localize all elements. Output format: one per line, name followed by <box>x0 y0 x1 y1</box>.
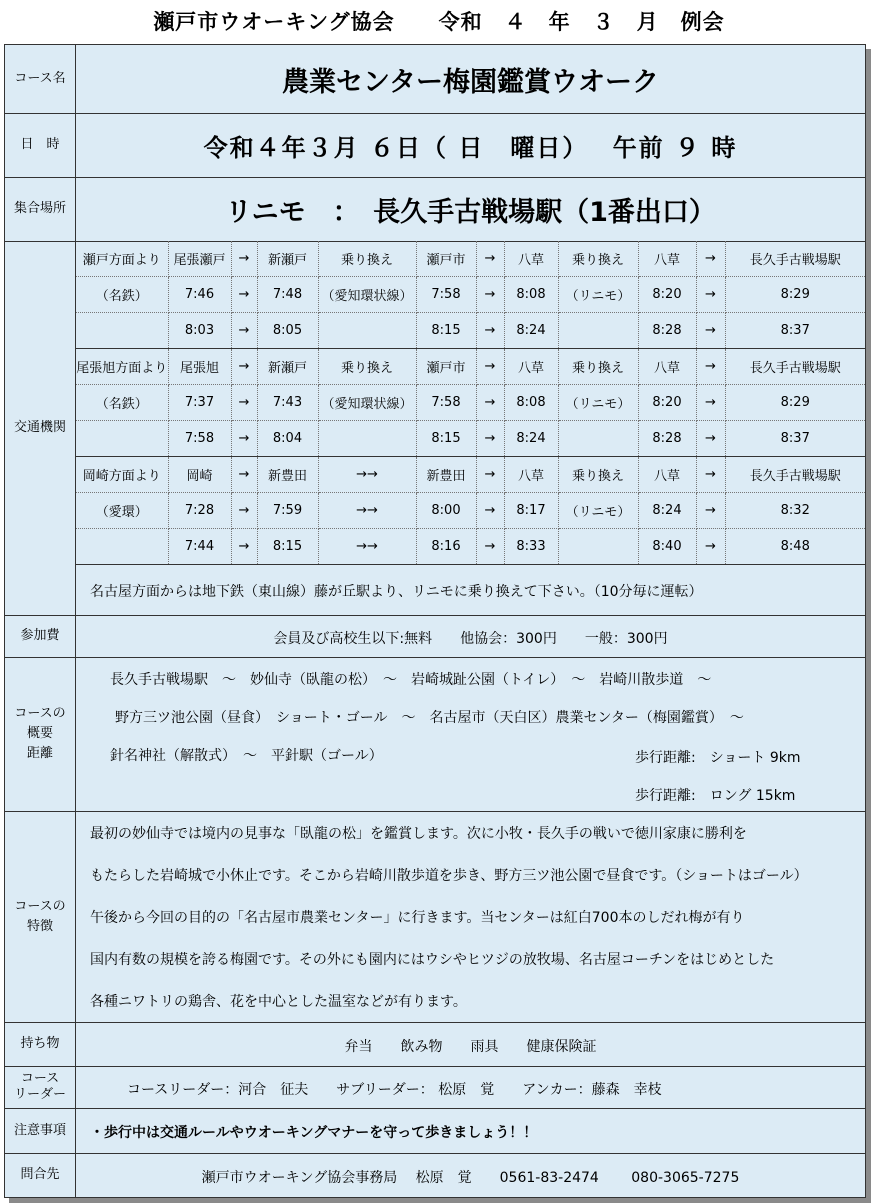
timetable-cell: → <box>476 493 504 529</box>
feature-line: 午後から今回の目的の「名古屋市農業センター」に行きます。当センターは紅白700本のしだれ梅が有り <box>90 910 745 926</box>
timetable-cell: （リニモ） <box>558 277 638 313</box>
timetable-cell: →→ <box>318 457 416 493</box>
course-name: 農業センター梅園鑑賞ウオーク <box>282 66 659 98</box>
timetable-cell: 7:46 <box>168 277 231 313</box>
timetable-cell <box>318 421 416 457</box>
contact-text: 瀬戸市ウオーキング協会事務局 松原 覚 0561-83-2474 080-3065-7275 <box>201 1170 740 1186</box>
timetable-cell: →→ <box>318 529 416 565</box>
timetable-cell: 乗り換え <box>558 241 638 277</box>
timetable-cell: （リニモ） <box>558 385 638 421</box>
timetable-cell: 八草 <box>504 241 558 277</box>
timetable-cell: → <box>231 385 257 421</box>
timetable-cell: → <box>231 277 257 313</box>
timetable-cell: → <box>476 349 504 385</box>
timetable-cell <box>76 529 168 565</box>
timetable-cell: 8:15 <box>257 529 318 565</box>
meeting-place-label: 集合場所 <box>13 201 66 216</box>
datetime-label: 日 時 <box>20 137 60 152</box>
timetable-cell: → <box>696 385 725 421</box>
timetable-cell: 7:58 <box>416 277 476 313</box>
timetable-cell <box>318 313 416 349</box>
timetable-row <box>76 349 865 385</box>
outline-line-1: 長久手古戦場駅 ～ 妙仙寺（臥龍の松） ～ 岩崎城趾公園（トイレ） ～ 岩崎川散歩道 ～ <box>110 672 712 688</box>
timetable-cell: 8:24 <box>638 493 696 529</box>
timetable-cell: 8:28 <box>638 421 696 457</box>
timetable-cell: 8:15 <box>416 421 476 457</box>
timetable <box>76 241 865 565</box>
timetable-cell: 乗り換え <box>318 241 416 277</box>
timetable-cell: 8:29 <box>725 385 865 421</box>
timetable-cell: → <box>231 313 257 349</box>
timetable-cell: → <box>231 241 257 277</box>
timetable-cell: 8:15 <box>416 313 476 349</box>
transport-note: 名古屋方面からは地下鉄（東山線）藤が丘駅より、リニモに乗り換えて下さい。（10分毎に運転） <box>90 584 703 600</box>
timetable-cell: （愛知環状線） <box>318 277 416 313</box>
timetable-cell: 8:20 <box>638 277 696 313</box>
course-name-label: コース名 <box>14 71 66 86</box>
timetable-cell: 7:58 <box>416 385 476 421</box>
timetable-cell: （名鉄） <box>76 385 168 421</box>
timetable-row <box>76 385 865 421</box>
timetable-row <box>76 493 865 529</box>
timetable-cell: → <box>231 457 257 493</box>
timetable-row <box>76 529 865 565</box>
timetable-row <box>76 277 865 313</box>
timetable-cell: → <box>696 493 725 529</box>
timetable-cell: 8:24 <box>504 421 558 457</box>
timetable-cell: 長久手古戦場駅 <box>725 349 865 385</box>
timetable-cell: 尾張旭 <box>168 349 231 385</box>
feature-label <box>5 811 75 1022</box>
timetable-cell: 8:03 <box>168 313 231 349</box>
timetable-cell: 長久手古戦場駅 <box>725 457 865 493</box>
timetable-cell: 8:16 <box>416 529 476 565</box>
timetable-cell: 7:44 <box>168 529 231 565</box>
timetable-cell: 8:32 <box>725 493 865 529</box>
feature-label-line2: 特徴 <box>26 918 53 934</box>
timetable-row <box>76 313 865 349</box>
row-divider <box>5 1108 865 1109</box>
feature-line: 国内有数の規模を誇る梅園です。その外にも園内にはウシやヒツジの放牧場、名古屋コーチンをはじめとした <box>90 952 775 968</box>
timetable-cell: → <box>476 277 504 313</box>
timetable-body <box>76 241 865 565</box>
timetable-cell: 7:59 <box>257 493 318 529</box>
timetable-cell: → <box>696 529 725 565</box>
outline-line-2: 野方三ツ池公園（昼食） ショート・ゴール ～ 名古屋市（天白区）農業センター（梅園鑑賞） ～ <box>115 710 744 726</box>
timetable-cell: 新瀬戸 <box>257 349 318 385</box>
outline-label-line1: コースの <box>14 706 66 721</box>
timetable-cell: → <box>696 277 725 313</box>
timetable-cell: →→ <box>318 493 416 529</box>
timetable-cell: 7:43 <box>257 385 318 421</box>
timetable-cell: （愛環） <box>76 493 168 529</box>
row-divider <box>5 657 865 658</box>
timetable-cell <box>558 529 638 565</box>
timetable-cell: 8:28 <box>638 313 696 349</box>
timetable-cell: → <box>231 529 257 565</box>
timetable-cell: 瀬戸市 <box>416 241 476 277</box>
timetable-cell: → <box>476 313 504 349</box>
meeting-place: リニモ ： 長久手古戦場駅（1番出口） <box>225 196 716 228</box>
timetable-cell: → <box>231 349 257 385</box>
feature-label-line1: コースの <box>14 898 66 914</box>
timetable-cell: （愛知環状線） <box>318 385 416 421</box>
timetable-cell <box>558 421 638 457</box>
timetable-cell: （名鉄） <box>76 277 168 313</box>
timetable-cell: → <box>696 349 725 385</box>
timetable-row <box>76 421 865 457</box>
timetable-cell: 8:40 <box>638 529 696 565</box>
row-divider <box>5 1066 865 1067</box>
timetable-cell: 乗り換え <box>318 349 416 385</box>
timetable-cell: 八草 <box>504 457 558 493</box>
timetable-cell: → <box>476 241 504 277</box>
timetable-cell: 8:24 <box>504 313 558 349</box>
caution-label: 注意事項 <box>13 1122 66 1138</box>
fee-label: 参加費 <box>20 628 60 643</box>
timetable-cell: 8:08 <box>504 277 558 313</box>
belongings-label: 持ち物 <box>20 1036 60 1051</box>
timetable-cell: → <box>476 457 504 493</box>
row-divider <box>5 615 865 616</box>
outline-label-line3: 距離 <box>26 746 53 761</box>
timetable-cell: 8:48 <box>725 529 865 565</box>
event-sheet <box>4 44 866 1198</box>
timetable-cell: 7:37 <box>168 385 231 421</box>
distance-long: 歩行距離: ロング 15km <box>635 788 796 804</box>
timetable-cell: 8:29 <box>725 277 865 313</box>
timetable-cell: 乗り換え <box>558 457 638 493</box>
belongings-text: 弁当 飲み物 雨具 健康保険証 <box>344 1039 597 1055</box>
feature-line: もたらした岩崎城で小休止です。そこから岩崎川散歩道を歩き、野方三ツ池公園で昼食です。（ショートはゴール） <box>90 868 808 884</box>
timetable-cell: → <box>476 421 504 457</box>
outline-line-3: 針名神社（解散式） ～ 平針駅（ゴール） <box>110 748 383 764</box>
timetable-cell: （リニモ） <box>558 493 638 529</box>
timetable-cell: 新瀬戸 <box>257 241 318 277</box>
leader-label-line2: リーダー <box>13 1087 66 1102</box>
outline-label-line2: 概要 <box>26 726 53 741</box>
timetable-cell: 八草 <box>504 349 558 385</box>
timetable-cell: → <box>476 385 504 421</box>
timetable-cell: 7:58 <box>168 421 231 457</box>
event-datetime: 令和４年３月 ６日（ 日 曜日） 午前 ９ 時 <box>203 133 738 162</box>
distance-short: 歩行距離: ショート 9km <box>635 750 801 766</box>
timetable-cell: 尾張瀬戸 <box>168 241 231 277</box>
timetable-cell: 八草 <box>638 457 696 493</box>
leader-label-line1: コース <box>20 1071 60 1086</box>
timetable-row <box>76 457 865 493</box>
timetable-cell: 8:00 <box>416 493 476 529</box>
timetable-cell: 尾張旭方面より <box>76 349 168 385</box>
timetable-cell: 岡崎 <box>168 457 231 493</box>
timetable-cell: 新豊田 <box>416 457 476 493</box>
timetable-cell: 新豊田 <box>257 457 318 493</box>
timetable-cell: → <box>476 529 504 565</box>
timetable-cell <box>76 421 168 457</box>
caution-text: ・歩行中は交通ルールやウオーキングマナーを守って歩きましょう！！ <box>90 1125 538 1141</box>
timetable-cell: 乗り換え <box>558 349 638 385</box>
timetable-cell: → <box>696 313 725 349</box>
feature-line: 各種ニワトリの鶏舎、花を中心とした温室などが有ります。 <box>90 994 467 1010</box>
timetable-cell: 8:33 <box>504 529 558 565</box>
timetable-cell: 8:20 <box>638 385 696 421</box>
leaders-text: コースリーダー：河合 征夫 サブリーダー： 松原 覚 アンカー：藤森 幸枝 <box>127 1082 662 1098</box>
row-divider <box>5 1153 865 1154</box>
outline-label <box>5 657 75 811</box>
timetable-cell: → <box>231 421 257 457</box>
timetable-cell: → <box>696 241 725 277</box>
row-divider <box>5 811 865 812</box>
timetable-cell: 8:08 <box>504 385 558 421</box>
timetable-cell: 8:37 <box>725 421 865 457</box>
row-divider <box>5 1022 865 1023</box>
timetable-cell: 八草 <box>638 241 696 277</box>
timetable-cell: 7:28 <box>168 493 231 529</box>
timetable-cell: → <box>696 421 725 457</box>
timetable-cell: → <box>231 493 257 529</box>
timetable-cell: → <box>696 457 725 493</box>
timetable-cell: 8:04 <box>257 421 318 457</box>
timetable-row <box>76 241 865 277</box>
timetable-cell: 8:37 <box>725 313 865 349</box>
timetable-cell: 瀬戸方面より <box>76 241 168 277</box>
transport-label: 交通機関 <box>13 420 66 435</box>
timetable-cell: 長久手古戦場駅 <box>725 241 865 277</box>
contact-label: 問合先 <box>20 1167 60 1182</box>
timetable-cell <box>76 313 168 349</box>
timetable-cell: 8:05 <box>257 313 318 349</box>
leader-label <box>5 1066 75 1108</box>
timetable-cell: 八草 <box>638 349 696 385</box>
timetable-cell: 瀬戸市 <box>416 349 476 385</box>
page-title: 瀬戸市ウオーキング協会 令和 ４ 年 ３ 月 例会 <box>153 10 725 34</box>
timetable-cell: 7:48 <box>257 277 318 313</box>
timetable-cell <box>558 313 638 349</box>
fee-text: 会員及び高校生以下:無料 他協会：300円 一般：300円 <box>273 631 668 647</box>
timetable-cell: 8:17 <box>504 493 558 529</box>
timetable-cell: 岡崎方面より <box>76 457 168 493</box>
feature-line: 最初の妙仙寺では境内の見事な「臥龍の松」を鑑賞します。次に小牧・長久手の戦いで徳川家康に勝利を <box>90 826 747 842</box>
